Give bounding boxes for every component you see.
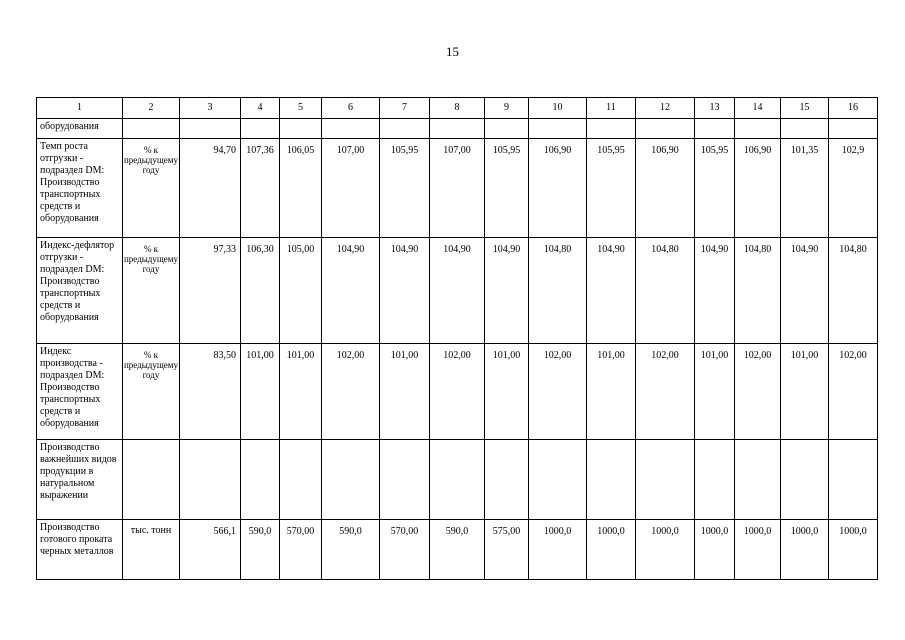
value-cell: 102,00: [735, 344, 781, 440]
data-table: [36, 97, 878, 580]
value-cell: 107,00: [430, 139, 485, 238]
value-cell: 104,90: [430, 238, 485, 344]
value-cell: 101,00: [241, 344, 280, 440]
header-cell: 8: [430, 98, 485, 119]
header-cell: 16: [829, 98, 878, 119]
header-cell: 5: [280, 98, 322, 119]
header-cell: 13: [695, 98, 735, 119]
value-cell: 590,0: [241, 520, 280, 580]
table-row: [37, 344, 878, 440]
value-cell: 1000,0: [781, 520, 829, 580]
header-cell: 9: [485, 98, 529, 119]
value-cell: 94,70: [180, 139, 241, 238]
unit-cell: % к предыдущему году: [123, 139, 180, 238]
value-cell: 104,90: [485, 238, 529, 344]
value-cell: 1000,0: [529, 520, 587, 580]
value-cell: [781, 440, 829, 520]
value-cell: 106,90: [529, 139, 587, 238]
value-cell: 1000,0: [695, 520, 735, 580]
value-cell: [180, 119, 241, 139]
header-cell: 10: [529, 98, 587, 119]
unit-cell: тыс. тонн: [123, 520, 180, 580]
value-cell: [829, 119, 878, 139]
value-cell: 590,0: [322, 520, 380, 580]
value-cell: 1000,0: [735, 520, 781, 580]
row-label: Темп роста отгрузки - подраздел DM: Производство транспортных средств и оборудования: [37, 139, 123, 238]
table-row: [37, 520, 878, 580]
value-cell: 105,95: [380, 139, 430, 238]
value-cell: 102,00: [529, 344, 587, 440]
value-cell: [430, 119, 485, 139]
value-cell: [735, 440, 781, 520]
value-cell: 104,80: [636, 238, 695, 344]
value-cell: [587, 440, 636, 520]
value-cell: 102,00: [829, 344, 878, 440]
value-cell: 102,00: [322, 344, 380, 440]
value-cell: [380, 440, 430, 520]
value-cell: 1000,0: [829, 520, 878, 580]
value-cell: 575,00: [485, 520, 529, 580]
value-cell: 570,00: [280, 520, 322, 580]
header-cell: 6: [322, 98, 380, 119]
value-cell: [735, 119, 781, 139]
value-cell: [241, 440, 280, 520]
value-cell: 105,95: [587, 139, 636, 238]
table-row: [37, 440, 878, 520]
value-cell: [695, 440, 735, 520]
value-cell: [380, 119, 430, 139]
value-cell: 590,0: [430, 520, 485, 580]
page-number: 15: [446, 44, 459, 59]
value-cell: [430, 440, 485, 520]
value-cell: 104,90: [695, 238, 735, 344]
value-cell: 1000,0: [636, 520, 695, 580]
value-cell: 97,33: [180, 238, 241, 344]
value-cell: [280, 440, 322, 520]
value-cell: 105,00: [280, 238, 322, 344]
header-cell: 2: [123, 98, 180, 119]
value-cell: 104,90: [781, 238, 829, 344]
value-cell: 105,95: [695, 139, 735, 238]
header-cell: 14: [735, 98, 781, 119]
row-label: Производство готового проката черных металлов: [37, 520, 123, 580]
value-cell: 101,00: [485, 344, 529, 440]
header-cell: 4: [241, 98, 280, 119]
value-cell: [322, 440, 380, 520]
value-cell: 106,90: [735, 139, 781, 238]
header-cell: 15: [781, 98, 829, 119]
value-cell: [587, 119, 636, 139]
value-cell: [695, 119, 735, 139]
value-cell: [529, 119, 587, 139]
row-label: Индекс производства - подраздел DM: Производство транспортных средств и оборудования: [37, 344, 123, 440]
value-cell: [636, 440, 695, 520]
value-cell: 566,1: [180, 520, 241, 580]
value-cell: [180, 440, 241, 520]
value-cell: 107,36: [241, 139, 280, 238]
value-cell: 1000,0: [587, 520, 636, 580]
row-label: Производство важнейших видов продукции в натуральном выражении: [37, 440, 123, 520]
value-cell: 102,9: [829, 139, 878, 238]
unit-cell: % к предыдущему году: [123, 344, 180, 440]
value-cell: 107,00: [322, 139, 380, 238]
value-cell: [280, 119, 322, 139]
value-cell: 83,50: [180, 344, 241, 440]
table-row: [37, 119, 878, 139]
row-label: Индекс-дефлятор отгрузки - подраздел DM: Производство транспортных средств и оборудования: [37, 238, 123, 344]
value-cell: [829, 440, 878, 520]
value-cell: 102,00: [636, 344, 695, 440]
unit-cell: [123, 119, 180, 139]
value-cell: [241, 119, 280, 139]
value-cell: 104,80: [829, 238, 878, 344]
value-cell: 570,00: [380, 520, 430, 580]
value-cell: 106,05: [280, 139, 322, 238]
table-row: [37, 238, 878, 344]
header-cell: 11: [587, 98, 636, 119]
value-cell: 104,90: [380, 238, 430, 344]
header-cell: 3: [180, 98, 241, 119]
value-cell: 101,35: [781, 139, 829, 238]
row-label: оборудования: [37, 119, 123, 139]
value-cell: [781, 119, 829, 139]
header-cell: 7: [380, 98, 430, 119]
value-cell: 105,95: [485, 139, 529, 238]
header-cell: 1: [37, 98, 123, 119]
value-cell: [322, 119, 380, 139]
value-cell: [636, 119, 695, 139]
table-row: [37, 139, 878, 238]
header-row: [37, 98, 878, 119]
value-cell: 104,80: [735, 238, 781, 344]
value-cell: 101,00: [587, 344, 636, 440]
unit-cell: [123, 440, 180, 520]
value-cell: 101,00: [781, 344, 829, 440]
value-cell: [485, 119, 529, 139]
value-cell: [485, 440, 529, 520]
value-cell: 106,30: [241, 238, 280, 344]
value-cell: 106,90: [636, 139, 695, 238]
value-cell: 101,00: [380, 344, 430, 440]
value-cell: 101,00: [280, 344, 322, 440]
value-cell: 104,90: [587, 238, 636, 344]
value-cell: 101,00: [695, 344, 735, 440]
value-cell: 102,00: [430, 344, 485, 440]
header-cell: 12: [636, 98, 695, 119]
value-cell: 104,80: [529, 238, 587, 344]
value-cell: [529, 440, 587, 520]
value-cell: 104,90: [322, 238, 380, 344]
unit-cell: % к предыдущему году: [123, 238, 180, 344]
